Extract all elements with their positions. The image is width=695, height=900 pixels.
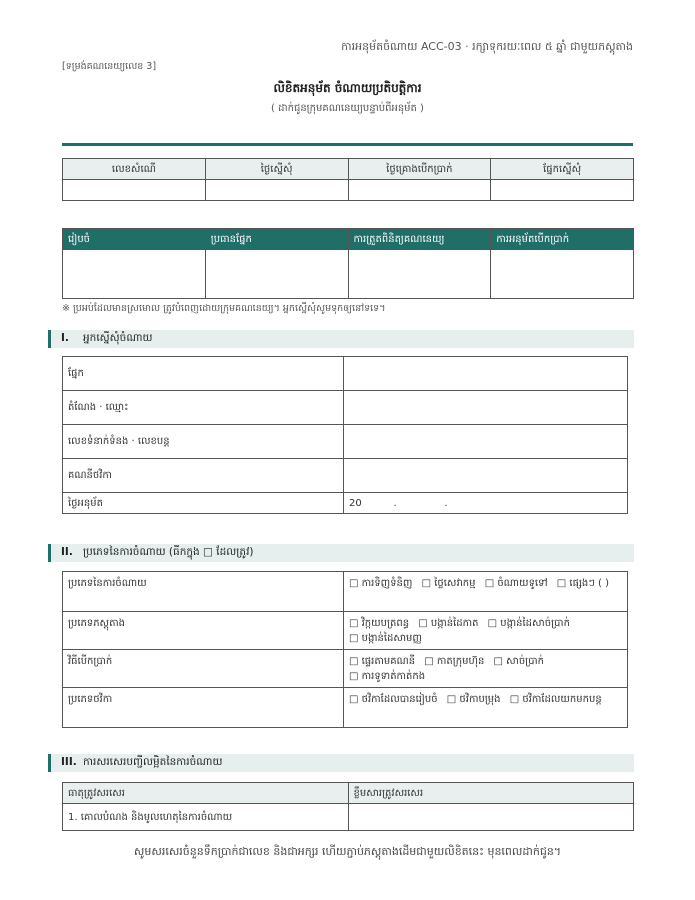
payment-method-options bbox=[344, 650, 628, 688]
request-date-field[interactable] bbox=[205, 180, 348, 201]
details-header-item: ធាតុត្រូវសរសេរ bbox=[63, 783, 349, 804]
form-title: លិខិតអនុម័ត ចំណាយប្រតិបត្តិការ bbox=[273, 81, 422, 95]
footer-instruction: សូមសរសេរចំនួនទឹកប្រាក់ជាលេខ និងជាអក្សរ ហើយភ្ជាប់ភស្តុតាងដើមជាមួយលិខិតនេះ មុនពេលដាក់ជូន។ bbox=[133, 845, 562, 858]
budget-type-label: ប្រភេទថវិកា bbox=[63, 688, 344, 728]
requester-label-budget-account: គណនីថវិកា bbox=[63, 459, 344, 493]
meta-header-request-no: លេខសំណើ bbox=[63, 159, 206, 180]
form-subtitle: ( ដាក់ជូនក្រុមគណនេយ្យបន្ទាប់ពីអនុម័ត ) bbox=[271, 103, 424, 114]
details-header-content: ខ្លឹមសារត្រូវសរសេរ bbox=[348, 783, 634, 804]
department-field[interactable] bbox=[491, 180, 634, 201]
section-header-requester bbox=[48, 330, 634, 348]
expense-category-label: ប្រភេទនៃការចំណាយ bbox=[63, 572, 344, 612]
checkbox-option[interactable]: □ ការទូទាត់កាត់កង bbox=[349, 671, 426, 682]
meta-header-request-date: ថ្ងៃស្នើសុំ bbox=[205, 159, 348, 180]
requester-department-field[interactable] bbox=[344, 357, 628, 391]
section-accent-bar bbox=[48, 544, 51, 562]
checkbox-option[interactable]: □ បង្កាន់ដៃសាច់ប្រាក់ bbox=[487, 618, 570, 629]
budget-type-options bbox=[344, 688, 628, 728]
details-item-purpose: 1. គោលបំណង និងមូលហេតុនៃការចំណាយ bbox=[63, 804, 349, 831]
section-number: II. bbox=[61, 546, 73, 558]
evidence-type-options bbox=[344, 612, 628, 650]
checkbox-option[interactable]: □ ផ្ទេរតាមគណនី bbox=[349, 656, 416, 667]
section-number: I. bbox=[61, 332, 69, 344]
section-header-expense-type bbox=[48, 544, 634, 562]
payment-date-field[interactable] bbox=[348, 180, 491, 201]
checkbox-option[interactable]: □ ការទិញទំនិញ bbox=[349, 578, 413, 589]
instruction-note: ※ ប្រអប់ដែលមានស្រមោល ត្រូវបំពេញដោយក្រុមគណនេយ្យ។ អ្នកស្នើសុំសូមទុកឲ្យនៅទទេ។ bbox=[62, 303, 386, 314]
approval-header-dept-head: ប្រធានផ្នែក bbox=[205, 229, 348, 250]
requester-approval-date-field[interactable]: 20 . . bbox=[344, 493, 628, 514]
details-content-purpose-field[interactable] bbox=[348, 804, 634, 831]
payment-method-label: វិធីបើកប្រាក់ bbox=[63, 650, 344, 688]
section-title: ការសរសេរបញ្ជីលម្អិតនៃការចំណាយ bbox=[83, 756, 223, 768]
requester-table bbox=[62, 356, 628, 514]
checkbox-option[interactable]: □ កាតក្រុមហ៊ុន bbox=[424, 656, 485, 667]
checkbox-option[interactable]: □ បង្កាន់ដៃសាមញ្ញ bbox=[349, 633, 422, 644]
section-title: ប្រភេទនៃការចំណាយ (ធីកក្នុង □ ដែលត្រូវ) bbox=[83, 546, 254, 558]
signature-dept-head-box[interactable] bbox=[205, 250, 348, 299]
checkbox-option[interactable]: □ ថវិកាដែលយកមកបន្ត bbox=[509, 694, 602, 705]
checkbox-option[interactable]: □ សាច់ប្រាក់ bbox=[493, 656, 545, 667]
signature-payment-box[interactable] bbox=[491, 250, 634, 299]
section-header-expense-details bbox=[48, 754, 634, 772]
expense-details-table bbox=[62, 782, 634, 831]
requester-label-position-name: តំណែង · ឈ្មោះ bbox=[63, 391, 344, 425]
approval-header-accounting: ការត្រួតពិនិត្យគណនេយ្យ bbox=[348, 229, 491, 250]
retention-note: ការអនុម័តចំណាយ ACC-03 · រក្សាទុករយៈពេល ៥ ឆ្នាំ ជាមួយភស្តុតាង bbox=[341, 40, 633, 53]
requester-budget-account-field[interactable] bbox=[344, 459, 628, 493]
checkbox-option[interactable]: □ វិក្កយបត្រពន្ធ bbox=[349, 618, 410, 629]
request-no-field[interactable] bbox=[63, 180, 206, 201]
approval-table bbox=[62, 228, 634, 299]
checkbox-option[interactable]: □ ចំណាយទូទៅ bbox=[484, 578, 548, 589]
section-accent-bar bbox=[48, 330, 51, 348]
checkbox-option[interactable]: □ ថវិកាបម្រុង bbox=[446, 694, 501, 705]
title-divider bbox=[62, 143, 633, 146]
approval-header-prepared: រៀបចំ bbox=[63, 229, 206, 250]
section-accent-bar bbox=[48, 754, 51, 772]
approval-header-payment: ការអនុម័តបើកប្រាក់ bbox=[491, 229, 634, 250]
request-meta-table bbox=[62, 158, 634, 201]
requester-contact-field[interactable] bbox=[344, 425, 628, 459]
requester-position-name-field[interactable] bbox=[344, 391, 628, 425]
meta-header-payment-date: ថ្ងៃគ្រោងបើកប្រាក់ bbox=[348, 159, 491, 180]
evidence-type-label: ប្រភេទភស្តុតាង bbox=[63, 612, 344, 650]
section-title: អ្នកស្នើសុំចំណាយ bbox=[83, 332, 153, 344]
requester-label-department: ផ្នែក bbox=[63, 357, 344, 391]
expense-category-options bbox=[344, 572, 628, 612]
checkbox-option[interactable]: □ ថ្លៃសេវាកម្ម bbox=[421, 578, 476, 589]
signature-accounting-box[interactable] bbox=[348, 250, 491, 299]
checkbox-option[interactable]: □ ផ្សេងៗ ( ) bbox=[556, 578, 610, 589]
checkbox-option[interactable]: □ បង្កាន់ដៃកាត bbox=[418, 618, 479, 629]
section-number: III. bbox=[61, 756, 77, 768]
expense-type-table bbox=[62, 571, 628, 728]
checkbox-option[interactable]: □ ថវិកាដែលបានរៀបចំ bbox=[349, 694, 438, 705]
signature-prepared-box[interactable] bbox=[63, 250, 206, 299]
requester-label-contact: លេខទំនាក់ទំនង · លេខបន្ត bbox=[63, 425, 344, 459]
meta-header-department: ផ្នែកស្នើសុំ bbox=[491, 159, 634, 180]
requester-label-approval-date: ថ្ងៃអនុម័ត bbox=[63, 493, 344, 514]
form-number: [ទម្រង់គណនេយ្យលេខ 3] bbox=[62, 61, 157, 72]
